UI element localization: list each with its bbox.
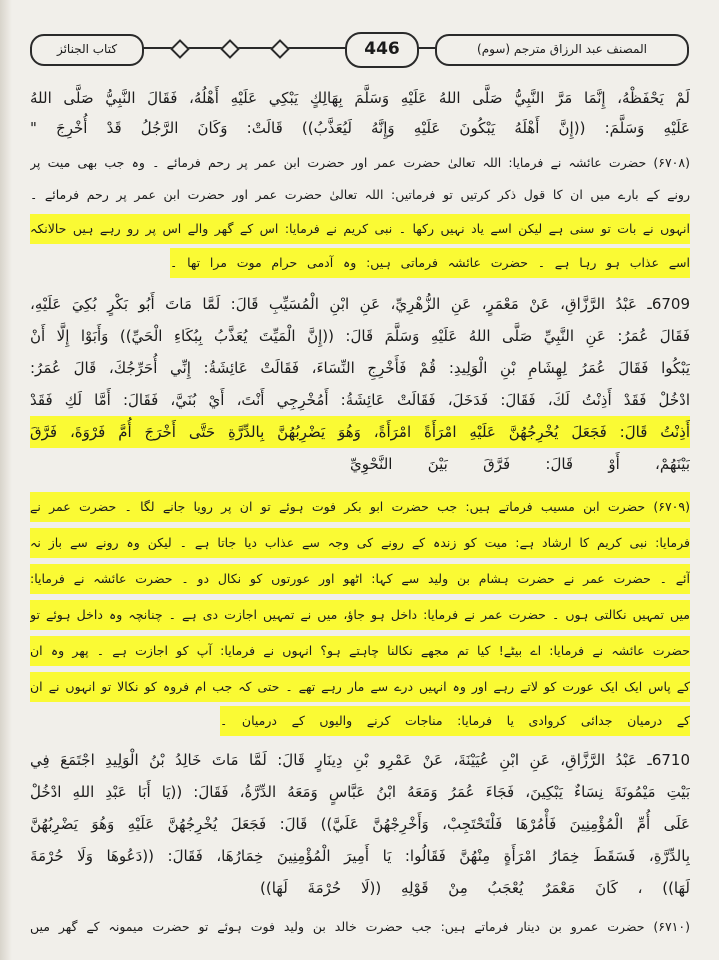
ornament-icon [170, 39, 188, 57]
book-title: المصنف عبد الرزاق مترجم (سوم) [435, 34, 689, 66]
page-header [30, 30, 689, 66]
highlighted-line: کے درمیان جدائی کروادی یا فرمایا: مناجات کرنے والیوں کے درمیان ۔ [220, 706, 690, 736]
text-line: (۶۷۰۸) حضرت عائشہ نے فرمایا: اللہ تعالیٰ حضرت عمر اور حضرت ابن عمر پر رحم فرمائے ۔ وہ جب بھی میت پر [30, 155, 690, 170]
chapter-title: كتاب الجنائز [30, 34, 144, 66]
highlighted-line: فرمایا: نبی کریم کا ارشاد ہے: میت کو زندہ کے رونے کی وجہ سے عذاب دیا جاتا ہے ۔ لیکن وہ رونے سے باز نہ [30, 528, 690, 558]
text-line: يَبْكُوا فَقَالَ عُمَرُ لِهِشَامِ بْنِ الْوَلِيدِ: قُمْ فَأَخْرِجِ النِّسَاءَ، فَقَالَتْ عَائِشَةُ: إِنِّي أُحَرِّجُكَ، قَالَ عُمَرُ: [30, 359, 690, 377]
text-line: (۶۷۱۰) حضرت عمرو بن دینار فرماتے ہیں: جب حضرت خالد بن ولید فوت ہوئے تو حضرت میمونہ کے گھر میں [30, 919, 690, 934]
highlighted-line: اسے عذاب ہو رہا ہے ۔ حضرت عائشہ فرماتی ہیں: وہ آدمی حرام موت مرا تھا ۔ [170, 248, 690, 278]
highlighted-line: میں تمہیں نکالتی ہوں ۔ حضرت عمر نے فرمایا: داخل ہو جاؤ، میں نے تمہیں اجازت دی ہے ۔ چنانچہ وہ داخل ہوئے تو [30, 600, 690, 630]
text-line: عَلَى أُمِّ الْمُؤْمِنِينَ فَأْمُرْهَا فَلْتَحْتَجِبْ، وَأَخْرِجْهُنَّ عَلَيَّ)) قَالَ: فَجَعَلَ يُخْرِجُهُنَّ عَلَيْهِ وَهُوَ يَضْرِبُهُنَّ [30, 815, 690, 833]
page-number: 446 [345, 32, 419, 68]
highlighted-line: حضرت عائشہ نے فرمایا: اے بیٹے! کیا تم مجھے نکالنا چاہتے ہو؟ انہوں نے فرمایا: آپ کو اجازت ہے ۔ پھر وہ ان [30, 636, 690, 666]
page-binding-shadow [0, 0, 12, 960]
hadith-6710-line: 6710ـ عَبْدُ الرَّزَّاقِ، عَنِ ابْنِ عُيَيْنَةَ، عَنْ عَمْرِو بْنِ دِينَارٍ قَالَ: لَمَّا مَاتَ خَالِدُ بْنُ الْوَلِيدِ اجْتَمَعَ فِي [30, 751, 690, 769]
highlighted-line: آئے ۔ حضرت عمر نے حضرت ہشام بن ولید سے کہا: اٹھو اور عورتوں کو نکال دو ۔ حضرت عائشہ نے فرمایا: [30, 564, 690, 594]
text-line: ادْخُلْ فَقَدْ أَذِنْتُ لَكَ، فَقَالَ: فَدَخَلَ، فَقَالَتْ عَائِشَةُ: أَمُخْرِجِي أَنْتَ، أَيْ بُنَيَّ، فَقَالَ: أَمَّا لَكِ فَقَدْ [30, 391, 690, 409]
text-line: بِالدِّرَّةِ، فَسَقَطَ خِمَارُ امْرَأَةٍ مِنْهُنَّ فَقَالُوا: يَا أَمِيرَ الْمُؤْمِنِينَ خِمَارُهَا، فَقَالَ: ((دَعُوهَا وَلَا حُرْمَةَ [30, 847, 690, 865]
text-line: عَلَيْهِ وَسَلَّمَ: ((إِنَّ أَهْلَهُ يَبْكُونَ عَلَيْهِ وَإِنَّهُ لَيُعَذَّبُ)) قَالَتْ: وَكَانَ الرَّجُلُ قَدْ أُخْرِجَ " [30, 119, 690, 137]
ornament-icon [270, 39, 288, 57]
text-line: رونے کے بارے میں ان کا قول ذکر کرتیں تو فرماتیں: اللہ تعالیٰ حضرت عمر اور حضرت ابن عمر پر رحم فرمائے ۔ [30, 187, 690, 202]
text-line: لَمْ يَحْفَظْهُ، إِنَّمَا مَرَّ النَّبِيُّ صَلَّى اللهُ عَلَيْهِ وَسَلَّمَ بِهَالِكٍ يَبْكِي عَلَيْهِ أَهْلُهُ، فَقَالَ النَّبِيُّ صَلَّى اللهُ [30, 89, 690, 107]
highlighted-line: أَذِنْتُ قَالَ: فَجَعَلَ يُخْرِجُهُنَّ عَلَيْهِ امْرَأَةً امْرَأَةً، وَهُوَ يَضْرِبُهُنَّ بِالدِّرَّةِ حَتَّى أَخْرَجَ أُمَّ فَرْوَةَ، فَرَّقَ [30, 416, 690, 448]
highlighted-line: (۶۷۰۹) حضرت ابن مسیب فرماتے ہیں: جب حضرت ابو بکر فوت ہوئے تو ان پر رویا جانے لگا ۔ حضرت عمر نے [30, 492, 690, 522]
ornament-icon [220, 39, 238, 57]
text-line: لَهَا)) ، كَانَ مَعْمَرٌ يُعْجَبُ مِنْ قَوْلِهِ ((لَا حُرْمَةَ لَهَا)) [260, 879, 690, 897]
text-line: بَيْتِ مَيْمُونَةَ نِسَاءٌ يَبْكِينَ، فَجَاءَ عُمَرُ وَمَعَهُ ابْنُ عَبَّاسٍ وَمَعَهُ الدِّرَّةُ، فَقَالَ: ((يَا أَبَا عَبْدِ اللهِ ادْخُلْ [30, 783, 690, 801]
text-line: فَقَالَ عُمَرُ: عَنِ النَّبِيِّ صَلَّى اللهُ عَلَيْهِ وَسَلَّمَ قَالَ: ((إِنَّ الْمَيِّتَ يُعَذَّبُ بِبُكَاءِ الْحَيِّ)) وَأَبَوْا إِلَّا أَنْ [30, 327, 690, 345]
highlighted-line: کے پاس ایک ایک عورت کو لاتے رہے اور وہ انہیں درے سے مار رہے تھے ۔ حتی کہ جب ام فروہ کو نکالا تو انہوں نے ان [30, 672, 690, 702]
highlighted-line: انہوں نے بات تو سنی ہے لیکن اسے یاد نہیں رکھا ۔ نبی کریم نے فرمایا: اس کے گھر والے اس پر رو رہے ہیں حالانکہ [30, 214, 690, 244]
text-line: بَيْنَهُمْ، أَوْ قَالَ: فَرَّقَ بَيْنَ النَّحْوِيِّ [350, 455, 690, 473]
hadith-6709-line: 6709ـ عَبْدُ الرَّزَّاقِ، عَنْ مَعْمَرٍ، عَنِ الزُّهْرِيِّ، عَنِ ابْنِ الْمُسَيِّبِ قَالَ: لَمَّا مَاتَ أَبُو بَكْرٍ بُكِيَ عَلَيْهِ، [30, 295, 690, 313]
